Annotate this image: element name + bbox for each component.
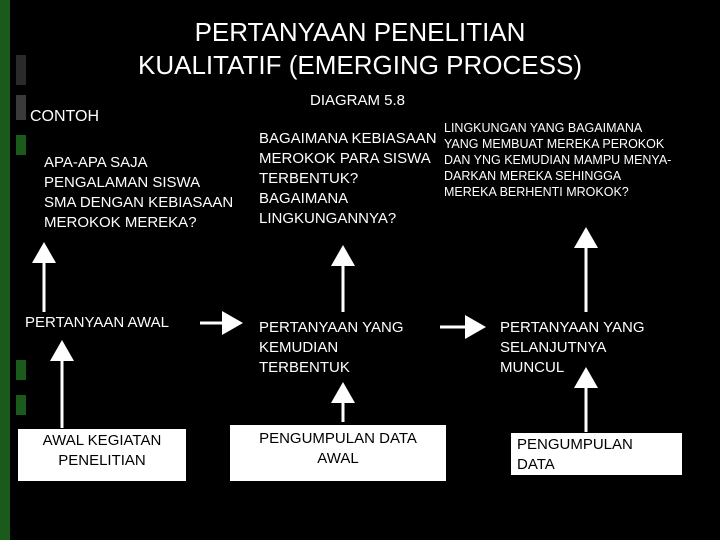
- label-pertanyaan-selanjutnya: PERTANYAAN YANG SELANJUTNYA MUNCUL: [500, 319, 645, 376]
- label-pertanyaan-kemudian: PERTANYAAN YANG KEMUDIAN TERBENTUK: [259, 319, 404, 376]
- diagram-label: DIAGRAM 5.8: [310, 92, 406, 109]
- title-line-2: KUALITATIF (EMERGING PROCESS): [138, 50, 582, 80]
- box-awal-kegiatan: AWAL KEGIATAN PENELITIAN: [18, 429, 186, 481]
- question-left: APA-APA SAJA PENGALAMAN SISWA SMA DENGAN KEBIASAAN MEROKOK MEREKA?: [44, 154, 234, 231]
- question-middle: BAGAIMANA KEBIASAAN MEROKOK PARA SISWA TERBENTUK? BAGAIMANA LINGKUNGANNYA?: [259, 130, 437, 227]
- box-pengumpulan-data-awal: PENGUMPULAN DATA AWAL: [230, 425, 446, 481]
- box-pengumpulan-selanjutnya: PENGUMPULAN DATA SELANJUTNYA: [511, 433, 682, 475]
- question-right: LINGKUNGAN YANG BAGAIMANA YANG MEMBUAT MEREKA PEROKOK DAN YNG KEMUDIAN MAMPU MENYA- DARKAN MEREKA SEHINGGA MEREKA BERHENTI MROKOK?: [444, 121, 672, 199]
- label-pertanyaan-awal: PERTANYAAN AWAL: [25, 314, 169, 331]
- title-line-1: PERTANYAAN PENELITIAN: [194, 17, 526, 47]
- contoh-label: CONTOH: [30, 108, 100, 125]
